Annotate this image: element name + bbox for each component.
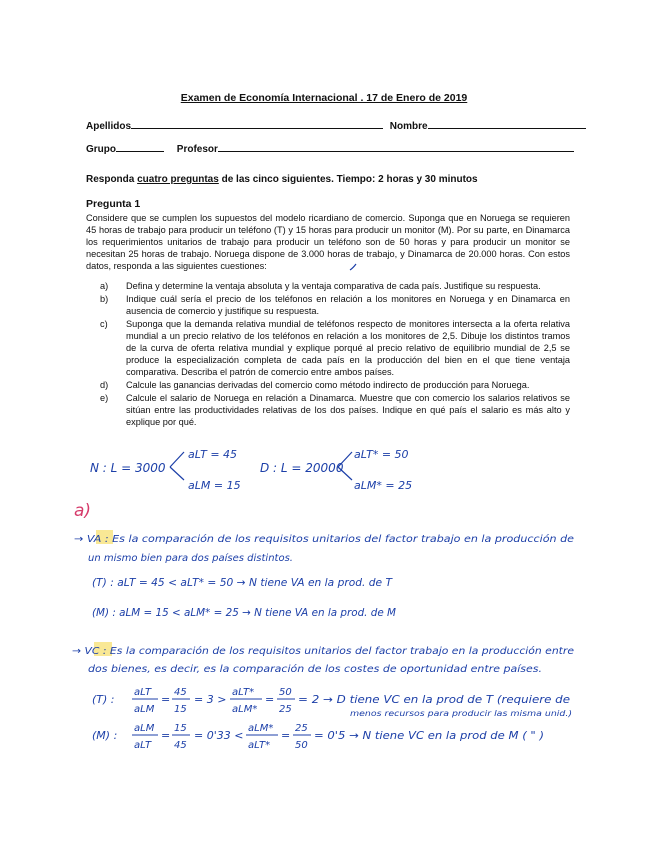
hw-vc-t-res: = 2 → D tiene VC en la prod de T (requiere de — [298, 694, 570, 706]
item-text: Indique cuál sería el precio de los teléfonos en relación a los monitores en Noruega y en Dinamarca en ausencia de comercio y justifique su respuesta. — [126, 294, 570, 316]
hw-vc-m-num1: aLM — [134, 723, 155, 734]
hw-vc-m-den2: 45 — [174, 740, 187, 751]
hw-vc-m-num3: aLM* — [248, 723, 274, 734]
hw-n-alt: aLT = 45 — [188, 448, 238, 461]
question-paragraph: Considere que se cumplen los supuestos del modelo ricardiano de comercio. Suponga que en Noruega se requieren 45 horas de trabajo para producir un teléfono (T) y 15 horas para producir un monitor (M). Por su parte, en Dinamarca los requerimientos unitarios de trabajo para producir un teléfono son de 50 horas y para producir un monitor se necesitan 25 horas de trabajo. Noruega dispone de 3.000 horas de trabajo, y Dinamarca de 20.000 horas. Con estos datos, responda a las siguientes cuestiones: — [86, 213, 570, 271]
hw-eq: = — [161, 729, 171, 742]
hw-vc-line2: dos bienes, es decir, es la comparación de los costes de oportunidad entre países. — [88, 664, 501, 675]
hw-vc-m-mid: = 0'33 < — [194, 729, 244, 742]
hw-va-line2: un mismo bien para dos países distintos. — [88, 553, 293, 564]
hw-vc-t-num2: 45 — [174, 687, 187, 698]
hw-eq: = — [281, 729, 291, 742]
hw-vc-t-mid: = 3 > — [194, 693, 227, 706]
item-label: d) — [100, 380, 109, 390]
hw-vc-t-den1: aLM — [134, 704, 155, 715]
hw-part-a: a) — [74, 501, 92, 521]
hw-eq: = — [161, 693, 171, 706]
hw-vc-m-num4: 25 — [295, 723, 308, 734]
hw-va-m: (M) : aLM = 15 < aLM* = 25 → N tiene VA en la prod. de M — [92, 606, 397, 619]
tick-mark — [350, 264, 356, 270]
hw-vc-m-den3: aLT* — [248, 740, 271, 751]
instructions-underlined: cuatro preguntas — [137, 174, 219, 185]
hw-vc-t-num3: aLT* — [232, 687, 255, 698]
hw-va-line1: → VA : Es la comparación de los requisitos unitarios del factor trabajo en la producción de — [74, 534, 524, 545]
apellidos-label: Apellidos — [86, 121, 132, 132]
hw-vc-m-res: = 0'5 → N tiene VC en la prod de M ( " ) — [314, 730, 544, 742]
hw-d-label: D : L = 20000 — [260, 461, 344, 475]
hw-vc-t-lhs: (T) : — [92, 693, 115, 706]
hw-eq: = — [265, 693, 275, 706]
hw-d-alm: aLM* = 25 — [354, 479, 413, 492]
hw-vc-t-den2: 15 — [174, 704, 187, 715]
hw-va-t: (T) : aLT = 45 < aLT* = 50 → N tiene VA en la prod. de T — [92, 576, 394, 589]
hw-vc-t-den3: aLM* — [232, 704, 258, 715]
nombre-label: Nombre — [389, 121, 428, 132]
exam-title: Examen de Economía Internacional . 17 de Enero de 2019 — [180, 92, 468, 104]
hw-vc-m-den4: 50 — [295, 740, 308, 751]
item-text: Defina y determine la ventaja absoluta y la ventaja comparativa de cada país. Justifique su respuesta. — [126, 281, 541, 291]
question-heading: Pregunta 1 — [86, 198, 141, 210]
hw-vc-t-num1: aLT — [134, 687, 152, 698]
item-text: Calcule el salario de Noruega en relación a Dinamarca. Muestre que con comercio los salarios relativos se sitúan entre las productividades relativas de los dos países. Indique en qué país el salario es más alto y explique por qué. — [126, 393, 570, 427]
hw-d-alt: aLT* = 50 — [354, 448, 409, 461]
instructions-post: de las cinco siguientes. Tiempo: 2 horas y 30 minutos — [218, 174, 478, 185]
item-label: e) — [100, 393, 109, 403]
hw-n-alm: aLM = 15 — [188, 479, 241, 492]
item-label: b) — [100, 294, 109, 304]
hw-vc-t-den4: 25 — [279, 704, 292, 715]
hw-vc-t-note: menos recursos para producir las misma unid.) — [350, 709, 572, 718]
hw-vc-m-den1: aLT — [134, 740, 152, 751]
hw-n-brace — [170, 452, 184, 480]
hw-n-label: N : L = 3000 — [90, 461, 166, 475]
hw-vc-t-num4: 50 — [279, 687, 292, 698]
item-label: a) — [100, 281, 109, 291]
instructions-pre: Responda — [86, 174, 138, 185]
item-label: c) — [100, 319, 108, 329]
profesor-label: Profesor — [176, 144, 218, 155]
hw-vc-m-lhs: (M) : — [92, 729, 118, 742]
hw-vc-line1: → VC : Es la comparación de los requisitos unitarios del factor trabajo en la producción entre — [72, 646, 537, 657]
grupo-label: Grupo — [86, 144, 116, 155]
item-text: Calcule las ganancias derivadas del comercio como método indirecto de producción para Noruega. — [126, 380, 530, 390]
hw-vc-m-num2: 15 — [174, 723, 187, 734]
item-text: Suponga que la demanda relativa mundial de teléfonos respecto de monitores intersecta a la oferta relativa mundial a un precio relativo de los teléfonos en relación a los monitores de 2,5. Dibuje los distintos tramos de la curva de oferta relativa mundial y explique porqué al precio relativo de equilibrio mundial de 2,5 se produce la especialización completa de cada país en la producción del bien en el que tiene ventaja comparativa. Describa el patrón de comercio entre ambos países. — [126, 319, 570, 377]
